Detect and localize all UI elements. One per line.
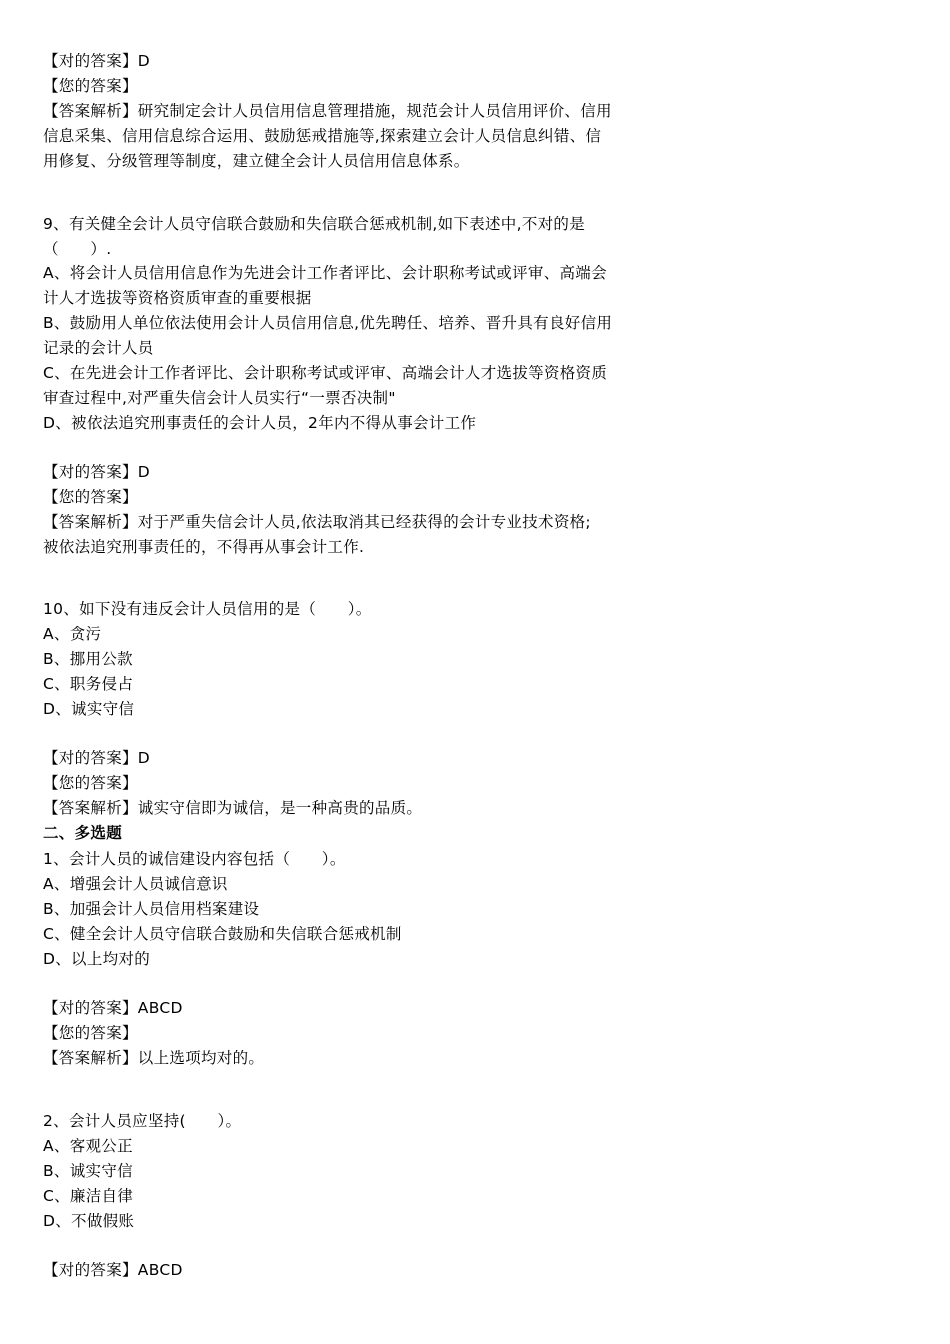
mc-question-1-option-d: D、以上均对的 — [43, 950, 151, 968]
analysis-8-line-3: 用修复、分级管理等制度，建立健全会计人员信用信息体系。 — [43, 152, 470, 170]
question-10-option-d: D、诚实守信 — [43, 700, 135, 718]
analysis-10: 【答案解析】诚实守信即为诚信，是一种高贵的品质。 — [43, 799, 423, 817]
correct-answer-10: 【对的答案】D — [43, 749, 151, 767]
your-answer-8: 【您的答案】 — [43, 77, 138, 95]
question-9-option-a-line-1: A、将会计人员信用信息作为先进会计工作者评比、会计职称考试或评审、高端会 — [43, 264, 607, 282]
question-9-stem-line-2: （ ）. — [43, 240, 112, 258]
mc-question-2-option-a: A、客观公正 — [43, 1137, 133, 1155]
question-9-option-a-line-2: 计人才选拔等资格资质审查的重要根据 — [43, 289, 312, 307]
mc-question-1-stem: 1、会计人员的诚信建设内容包括（ ）。 — [43, 850, 346, 868]
mc-correct-answer-2: 【对的答案】ABCD — [43, 1261, 183, 1279]
mc-analysis-1: 【答案解析】以上选项均对的。 — [43, 1049, 265, 1067]
question-9-option-b-line-2: 记录的会计人员 — [43, 339, 154, 357]
question-10-stem: 10、如下没有违反会计人员信用的是（ ）。 — [43, 600, 372, 618]
mc-correct-answer-1: 【对的答案】ABCD — [43, 999, 183, 1017]
analysis-8-line-2: 信息采集、信用信息综合运用、鼓励惩戒措施等,探索建立会计人员信息纠错、信 — [43, 127, 602, 145]
mc-question-2-option-c: C、廉洁自律 — [43, 1187, 134, 1205]
your-answer-10: 【您的答案】 — [43, 774, 138, 792]
question-9-option-c-line-2: 审查过程中,对严重失信会计人员实行“一票否决制" — [43, 389, 396, 407]
analysis-8-line-1: 【答案解析】研究制定会计人员信用信息管理措施，规范会计人员信用评价、信用 — [43, 102, 612, 120]
mc-question-2-stem: 2、会计人员应坚持( ）。 — [43, 1112, 242, 1130]
question-9-option-c-line-1: C、在先进会计工作者评比、会计职称考试或评审、高端会计人才选拔等资格资质 — [43, 364, 608, 382]
question-9-option-d: D、被依法追究刑事责任的会计人员，2年内不得从事会计工作 — [43, 414, 477, 432]
mc-question-2-option-d: D、不做假账 — [43, 1212, 135, 1230]
mc-your-answer-1: 【您的答案】 — [43, 1024, 138, 1042]
mc-question-1-option-b: B、加强会计人员信用档案建设 — [43, 900, 260, 918]
analysis-9-line-2: 被依法追究刑事责任的，不得再从事会计工作. — [43, 538, 365, 556]
question-9-stem-line-1: 9、有关健全会计人员守信联合鼓励和失信联合惩戒机制,如下表述中,不对的是 — [43, 215, 586, 233]
your-answer-9: 【您的答案】 — [43, 488, 138, 506]
mc-question-1-option-c: C、健全会计人员守信联合鼓励和失信联合惩戒机制 — [43, 925, 402, 943]
mc-question-1-option-a: A、增强会计人员诚信意识 — [43, 875, 228, 893]
question-9-option-b-line-1: B、鼓励用人单位依法使用会计人员信用信息,优先聘任、培养、晋升具有良好信用 — [43, 314, 613, 332]
analysis-9-line-1: 【答案解析】对于严重失信会计人员,依法取消其已经获得的会计专业技术资格; — [43, 513, 591, 531]
question-10-option-b: B、挪用公款 — [43, 650, 133, 668]
question-10-option-a: A、贪污 — [43, 625, 102, 643]
correct-answer-9: 【对的答案】D — [43, 463, 151, 481]
question-10-option-c: C、职务侵占 — [43, 675, 134, 693]
correct-answer-8: 【对的答案】D — [43, 52, 151, 70]
section-heading-multiple-choice: 二、多选题 — [43, 824, 123, 842]
mc-question-2-option-b: B、诚实守信 — [43, 1162, 133, 1180]
